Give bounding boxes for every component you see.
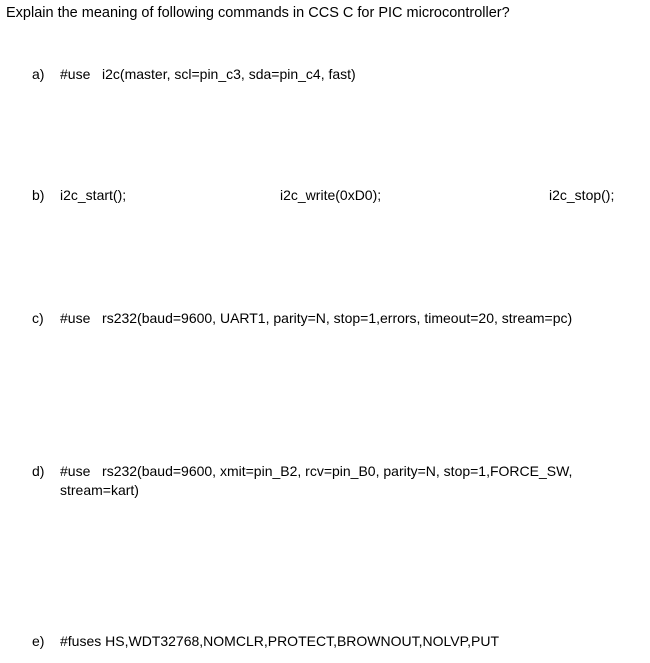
item-d-label: d) (32, 463, 45, 479)
item-b-command-write: i2c_write(0xD0); (280, 187, 382, 203)
item-b-command-start: i2c_start(); (60, 187, 127, 203)
item-c-command: #use rs232(baud=9600, UART1, parity=N, stop=1,errors, timeout=20, stream=pc) (60, 310, 573, 326)
item-d-command-line1: #use rs232(baud=9600, xmit=pin_B2, rcv=pin_B0, parity=N, stop=1,FORCE_SW, (60, 463, 573, 479)
item-e-command: #fuses HS,WDT32768,NOMCLR,PROTECT,BROWNOUT,NOLVP,PUT (60, 633, 500, 649)
item-b-label: b) (32, 187, 45, 203)
item-a-label: a) (32, 66, 45, 82)
item-b-command-stop: i2c_stop(); (549, 187, 615, 203)
question-text: Explain the meaning of following commands in CCS C for PIC microcontroller? (6, 5, 510, 21)
item-c-label: c) (32, 310, 44, 326)
item-a-command: #use i2c(master, scl=pin_c3, sda=pin_c4, fast) (60, 66, 356, 82)
item-d-command-line2: stream=kart) (60, 482, 139, 498)
item-e-label: e) (32, 633, 45, 649)
